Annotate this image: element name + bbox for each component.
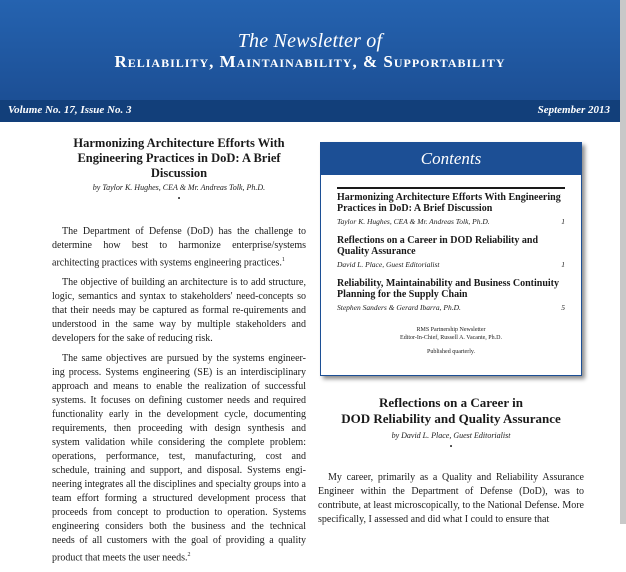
second-paragraph-1: My career, primarily as a Quality and Reliability Assurance Engineer within the Department of Defense (DoD), was to contribute, at least microscopically, to the National Defense. More specifically, I assessed and did what I could to ensure that bbox=[318, 472, 584, 525]
toc-item-page: 5 bbox=[561, 303, 565, 312]
lead-article bbox=[52, 136, 306, 572]
lead-article-body bbox=[52, 225, 306, 566]
toc-item-title: Reliability, Maintainability and Business Continuity Planning for the Supply Chain bbox=[337, 278, 559, 300]
masthead bbox=[0, 0, 620, 100]
toc-item[interactable] bbox=[337, 278, 565, 312]
second-article-body bbox=[318, 471, 584, 527]
toc-item-author: Taylor K. Hughes, CEA & Mr. Andreas Tolk, Ph.D. bbox=[337, 217, 490, 226]
footnote-ref-2: 2 bbox=[187, 552, 191, 559]
toc-item-page: 1 bbox=[561, 217, 565, 226]
publication-frequency: Published quarterly. bbox=[427, 349, 475, 355]
lead-article-title: Harmonizing Architecture Efforts With Engineering Practices in DoD: A Brief Discussion bbox=[73, 136, 285, 180]
footnote-ref-1: 1 bbox=[281, 257, 285, 263]
toc-list bbox=[321, 175, 581, 356]
contents-box bbox=[320, 142, 582, 376]
lead-paragraph-2: The objective of building an architecture is to add structure, logic, semantics and syntax to stakeholders' need-concepts so that their needs may be captured as formal re-quirements and understood in the same way by multiple stakeholders and developers for the sake of reducing risk. bbox=[52, 277, 306, 345]
lead-article-byline: by Taylor K. Hughes, CEA & Mr. Andreas Tolk, Ph.D. bbox=[92, 183, 266, 192]
issue-number: Volume No. 17, Issue No. 3 bbox=[8, 104, 132, 116]
second-article-title: Reflections on a Career in DOD Reliability and Quality Assurance bbox=[341, 395, 561, 426]
toc-item[interactable] bbox=[337, 187, 565, 226]
issue-bar bbox=[0, 100, 620, 122]
contents-footer bbox=[337, 326, 565, 356]
second-article-byline: by David L. Place, Guest Editorialist bbox=[391, 431, 511, 440]
toc-item[interactable] bbox=[337, 235, 565, 269]
toc-item-author: Stephen Sanders & Gerard Ibarra, Ph.D. bbox=[337, 303, 461, 312]
toc-item-author: David L. Place, Guest Editorialist bbox=[337, 260, 440, 269]
toc-item-page: 1 bbox=[561, 260, 565, 269]
toc-item-title: Harmonizing Architecture Efforts With Engineering Practices in DoD: A Brief Discussion bbox=[337, 192, 561, 214]
lead-paragraph-1: The Department of Defense (DoD) has the challenge to determine how best to harmonize enterprise/systems architecting practices with systems engineering practices.$^1$ bbox=[52, 226, 306, 269]
second-article bbox=[318, 395, 584, 527]
second-article-separator: • bbox=[449, 442, 453, 451]
lead-article-separator: • bbox=[177, 194, 181, 203]
issue-date: September 2013 bbox=[537, 104, 610, 116]
newsletter-name: RMS Partnership Newsletter bbox=[416, 327, 486, 333]
contents-heading: Contents bbox=[321, 143, 581, 175]
lead-paragraph-3: The same objectives are pursued by the systems engineer-ing process. Systems engineering (SE) is an interdisciplinary approach and means to enable the realization of successful systems. It focuses on defining customer needs and required functionality early in the development cycle, documenting requirements, then proceeding with design synthesis and system validation while considering the complete problem: operations, performance, test, manufacturing, cost and schedule, training and support, and disposal. Systems engi-neering integrates all the disciplines and specialty groups into a team effort forming a structured development process that proceeds from concept to production to operation. Systems engineering considers both the business and the technical needs of all customers with the goal of providing a quality product that meets the user needs.$^2$ bbox=[52, 353, 306, 564]
viewer-scrollbar-gutter[interactable] bbox=[620, 0, 626, 524]
toc-item-title: Reflections on a Career in DOD Reliability and Quality Assurance bbox=[337, 235, 539, 257]
masthead-title: Reliability, Maintainability, & Supportability bbox=[114, 52, 506, 71]
editor-credit: Editor-In-Chief, Russell A. Vacante, Ph.D. bbox=[400, 335, 502, 341]
masthead-subtitle: The Newsletter of bbox=[237, 30, 383, 52]
